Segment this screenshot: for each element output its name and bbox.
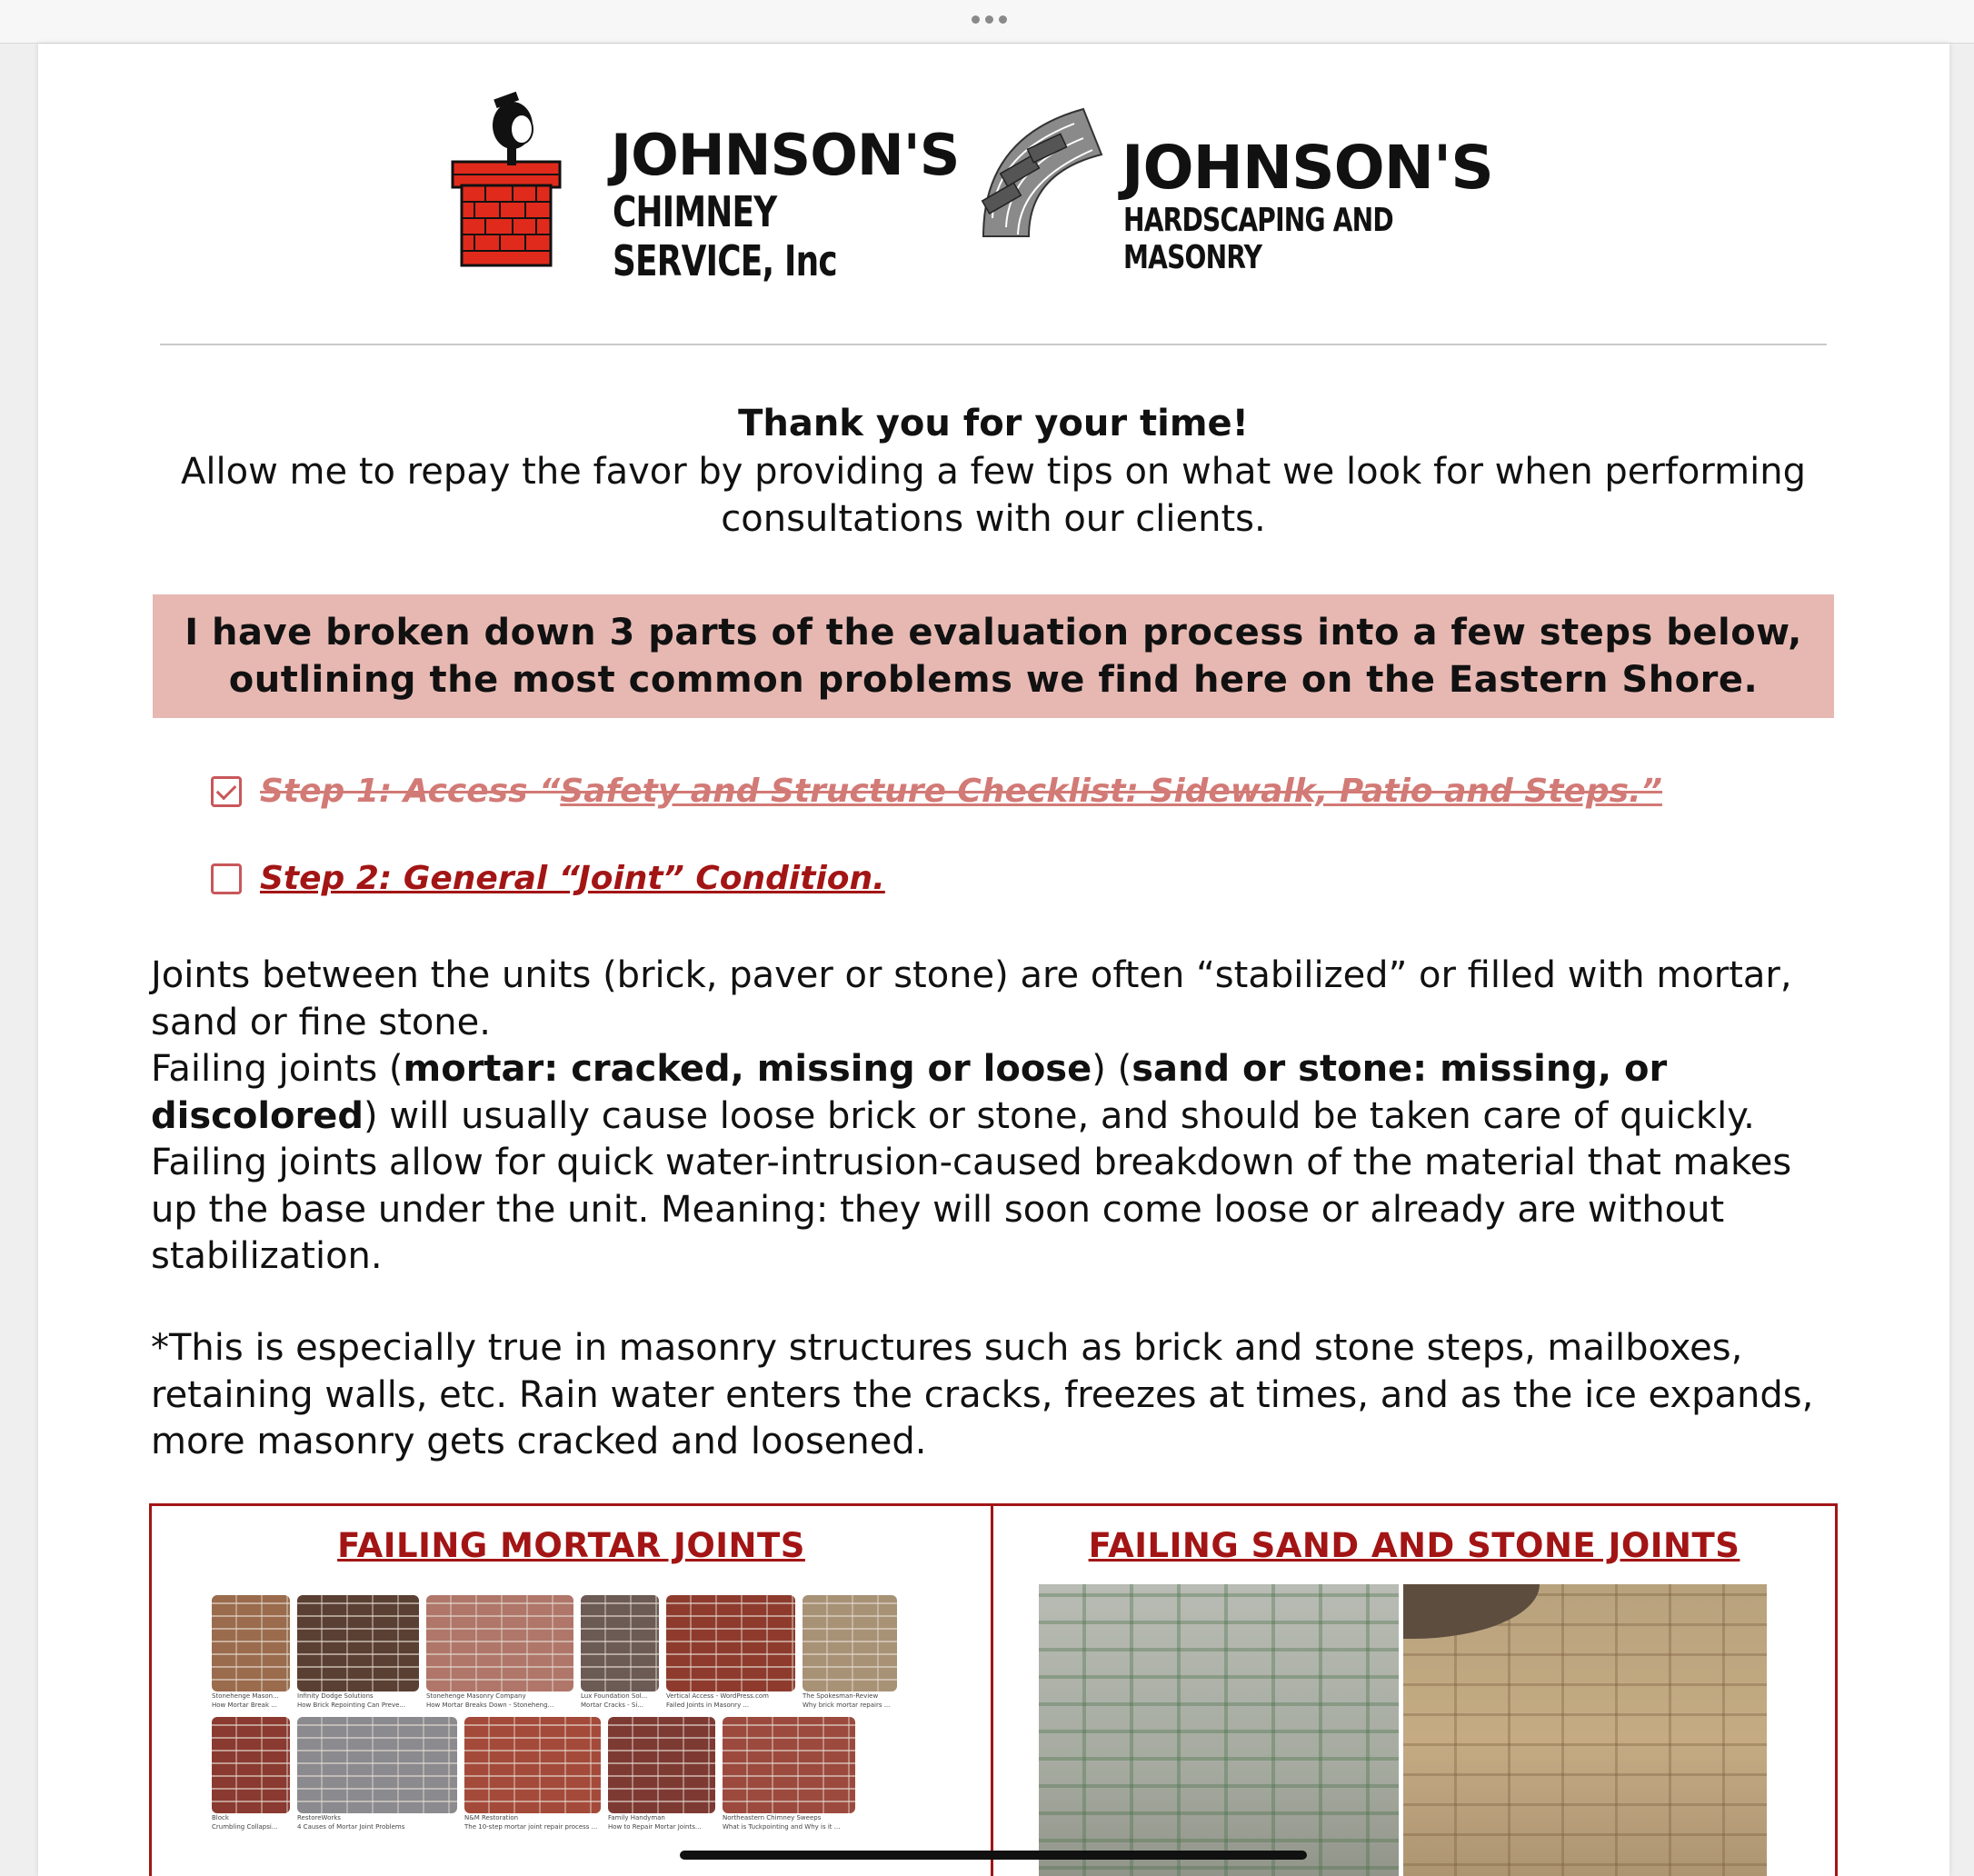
search-result-thumbnail[interactable]	[666, 1595, 795, 1710]
johnsons-chimney-logo	[449, 89, 960, 285]
joints-line-1: Joints between the units (brick, paver or stone) are often “stabilized” or filled with mortar, sand or fine stone.	[151, 954, 1792, 1043]
brick-photo	[212, 1595, 290, 1691]
step-2-item[interactable]	[211, 860, 885, 897]
joints-line-2e: ) will usually cause loose brick or stone, and should be taken care of quickly.	[364, 1094, 1755, 1137]
chimney-sweep-icon	[449, 89, 613, 271]
mortar-image-grid	[212, 1595, 939, 1839]
thumbnail-source: Vertical Access - WordPress.com	[666, 1692, 769, 1700]
joints-line-2d: sand or stone: missing, or discolored	[151, 1048, 1668, 1137]
thumbnail-caption: 4 Causes of Mortar Joint Problems	[297, 1823, 405, 1831]
brick-photo	[426, 1595, 573, 1691]
step-1-link[interactable]: Safety and Structure Checklist: Sidewalk, Patio and Steps.”	[560, 773, 1662, 810]
search-result-thumbnail[interactable]	[581, 1595, 659, 1710]
examples-table	[149, 1503, 1838, 1876]
thumbnail-caption: Mortar Cracks - Si...	[581, 1701, 643, 1709]
brick-photo	[608, 1717, 715, 1813]
masonry-note: *This is especially true in masonry structures such as brick and stone steps, mailboxes, retaining walls, etc. Rain water enters the cracks, freezes at times, and as the ice expands, more masonry gets cracked and loosened.	[151, 1327, 1814, 1462]
brick-photo	[723, 1717, 855, 1813]
sand-stone-joints-panel	[993, 1506, 1835, 1876]
brick-photo	[297, 1717, 457, 1813]
paver-path-icon	[974, 100, 1111, 245]
faded-paver-photo	[1403, 1584, 1767, 1876]
thumbnail-source: Stonehenge Mason...	[212, 1692, 279, 1700]
search-result-thumbnail[interactable]	[803, 1595, 897, 1710]
thumbnail-source: Northeastern Chimney Sweeps	[723, 1814, 822, 1821]
search-result-thumbnail[interactable]	[608, 1717, 715, 1831]
mortar-joints-panel	[152, 1506, 993, 1876]
mortar-joints-title: FAILING MORTAR JOINTS	[337, 1526, 805, 1565]
search-result-thumbnail[interactable]	[723, 1717, 855, 1831]
hardscaping-logo-subtitle: HARDSCAPING AND MASONRY	[1123, 202, 1393, 276]
brick-photo	[464, 1717, 601, 1813]
brick-photo	[297, 1595, 419, 1691]
top-bar	[0, 0, 1974, 44]
thumbnail-source: N&M Restoration	[464, 1814, 519, 1821]
hardscaping-logo-title: JOHNSON'S	[1122, 133, 1493, 203]
weedy-paver-photo	[1039, 1584, 1399, 1876]
checkbox-unchecked-icon[interactable]	[211, 863, 242, 894]
joints-line-3: Failing joints allow for quick water-intrusion-caused breakdown of the material that makes up the base under the unit. Meaning: they will soon come loose or already are without stabilization.	[151, 1142, 1792, 1277]
thumbnail-caption: What is Tuckpointing and Why is it ...	[723, 1823, 841, 1831]
thumbnail-caption: How to Repair Mortar Joints...	[608, 1823, 702, 1831]
thumbnail-caption: Crumbling Collapsi...	[212, 1823, 278, 1831]
thumbnail-source: Stonehenge Masonry Company	[426, 1692, 526, 1700]
johnsons-hardscaping-logo	[974, 100, 1538, 276]
thumbnail-caption: Why brick mortar repairs ...	[803, 1701, 891, 1709]
checkbox-checked-icon[interactable]	[211, 776, 242, 807]
brick-photo	[581, 1595, 659, 1691]
chimney-logo-subtitle: CHIMNEY SERVICE, Inc	[613, 187, 837, 285]
brick-photo	[212, 1717, 290, 1813]
search-result-thumbnail[interactable]	[297, 1717, 457, 1831]
highlight-callout: I have broken down 3 parts of the evaluation process into a few steps below, outlining the most common problems we find here on the Eastern Shore.	[153, 594, 1834, 718]
search-result-thumbnail[interactable]	[212, 1717, 290, 1831]
thumbnail-caption: How Mortar Breaks Down - Stoneheng...	[426, 1701, 554, 1709]
joints-explanation	[151, 953, 1832, 1281]
step-1-item[interactable]	[211, 773, 1662, 810]
thumbnail-caption: Failed Joints in Masonry ...	[666, 1701, 750, 1709]
thumbnail-source: RestoreWorks	[297, 1814, 341, 1821]
more-options-icon[interactable]	[972, 15, 1007, 24]
thumbnail-source: Family Handyman	[608, 1814, 665, 1821]
chimney-logo-title: JOHNSON'S	[611, 122, 960, 188]
sand-stone-joints-title: FAILING SAND AND STONE JOINTS	[1088, 1526, 1740, 1565]
thumbnail-source: Infinity Dodge Solutions	[297, 1692, 374, 1700]
thumbnail-caption: How Mortar Break ...	[212, 1701, 277, 1709]
home-indicator[interactable]	[680, 1851, 1307, 1860]
thumbnail-source: Block	[212, 1814, 229, 1821]
header-divider	[160, 344, 1827, 345]
thumbnail-caption: How Brick Repointing Can Preve...	[297, 1701, 406, 1709]
search-result-thumbnail[interactable]	[464, 1717, 601, 1831]
brick-photo	[666, 1595, 795, 1691]
step-1-prefix: Step 1: Access “	[260, 773, 561, 810]
step-2-link[interactable]: Step 2: General “Joint” Condition.	[260, 860, 885, 897]
thank-you-heading: Thank you for your time!	[738, 403, 1249, 444]
intro-text: Allow me to repay the favor by providing a few tips on what we look for when performing consultations with our clients.	[181, 451, 1806, 540]
document-page	[38, 44, 1949, 1876]
search-result-thumbnail[interactable]	[297, 1595, 419, 1710]
joints-line-2b: mortar: cracked, missing or loose	[403, 1048, 1092, 1090]
joints-line-2a: Failing joints (	[151, 1048, 404, 1090]
thumbnail-source: The Spokesman-Review	[803, 1692, 879, 1700]
thumbnail-source: Lux Foundation Sol...	[581, 1692, 648, 1700]
search-result-thumbnail[interactable]	[426, 1595, 573, 1710]
joints-line-2c: ) (	[1092, 1048, 1132, 1090]
search-result-thumbnail[interactable]	[212, 1595, 290, 1710]
brick-photo	[803, 1595, 897, 1691]
thumbnail-caption: The 10-step mortar joint repair process ...	[464, 1823, 598, 1831]
